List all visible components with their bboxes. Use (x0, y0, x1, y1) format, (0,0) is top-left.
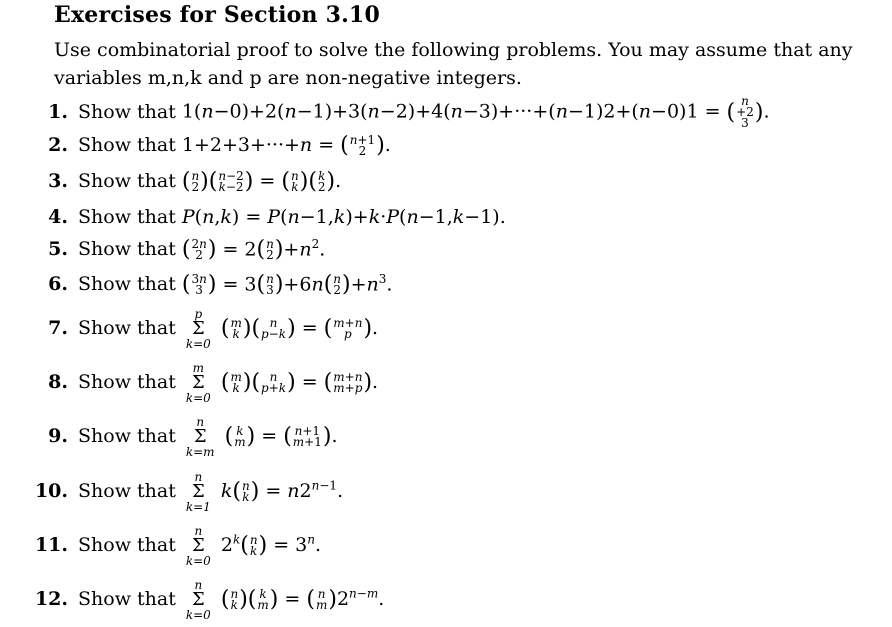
exercise-lead: Show that (78, 371, 176, 393)
exercise-expression: 1+2+3+···+n = ( n+1 2 ) . (181, 133, 391, 158)
exercise-5 (0, 237, 325, 261)
exercise-number: 4. (48, 206, 68, 228)
exercise-lead: Show that (78, 588, 176, 610)
exercise-number: 3. (48, 170, 68, 192)
exercise-expression: m Σ k=0 ( m k ) ( n p+k ) = ( m+n m+p ) . (185, 361, 379, 405)
exercise-lead: Show that (78, 100, 176, 123)
exercise-number: 12. (34, 588, 68, 610)
exercise-expression: ( n 2 ) ( n−2 k−2 ) = ( n k ) ( k 2 ) . (181, 169, 342, 194)
exercise-3 (0, 170, 341, 193)
exercise-expression: P(n,k) = P(n−1,k)+k·P(n−1,k−1). (181, 206, 506, 228)
intro-paragraph: Use combinatorial proof to solve the following problems. You may assume that any variables m,n,k and p are non-negative integers. (54, 39, 853, 89)
exercise-expression: n Σ k=m ( k m ) = ( n+1 m+1 ) . (185, 415, 338, 459)
exercise-7 (0, 308, 378, 350)
exercise-10 (0, 471, 343, 513)
section-title: Exercises for Section 3.10 (54, 2, 380, 28)
exercise-lead: Show that (78, 238, 176, 261)
exercise-expression: n Σ k=1 k ( n k ) = $n2^{n-1}$. (185, 470, 344, 514)
exercise-number: 10. (34, 480, 68, 502)
exercise-6 (0, 272, 392, 296)
exercise-lead: Show that (78, 480, 176, 502)
exercise-number: 6. (48, 273, 68, 296)
exercise-lead: Show that (78, 206, 176, 228)
exercise-number: 5. (48, 238, 68, 261)
exercise-9 (0, 416, 338, 458)
exercise-number: 7. (48, 317, 68, 339)
exercise-number: 8. (48, 371, 68, 393)
exercise-expression: n Σ k=0 2$^k$ ( n k ) = $3^n$. (185, 524, 322, 568)
exercise-lead: Show that (78, 317, 176, 339)
exercise-lead: Show that (78, 134, 176, 156)
exercise-lead: Show that (78, 273, 176, 296)
exercise-expression: ( 3n 3 ) = 3 ( n 3 ) +6n ( n 2 ) $+n^3$. (181, 272, 393, 298)
exercise-expression: n Σ k=0 ( n k ) ( k m ) = ( n m ) $2^{n-m}$. (185, 578, 385, 622)
exercise-lead: Show that (78, 534, 176, 556)
exercise-number: 11. (34, 534, 68, 556)
exercise-number: 2. (48, 134, 68, 156)
exercise-11 (0, 525, 321, 567)
exercise-lead: Show that (78, 170, 176, 192)
exercise-8 (0, 362, 378, 404)
exercise-expression: p Σ k=0 ( m k ) ( n p−k ) = ( m+n p ) . (185, 307, 379, 351)
exercise-1 (0, 96, 769, 129)
exercise-number: 1. (48, 100, 68, 123)
exercise-4 (0, 206, 506, 228)
exercise-expression: ( 2n 2 ) = 2 ( n 2 ) $+n^2$. (181, 237, 326, 263)
exercise-2 (0, 134, 391, 157)
exercise-expression: 1(n−0)+2(n−1)+3(n−2)+4(n−3)+···+(n−1)2+(n−0)1 = ( n +2 3 ) . (181, 94, 770, 130)
exercise-12 (0, 579, 384, 621)
exercise-number: 9. (48, 425, 68, 447)
exercise-lead: Show that (78, 425, 176, 447)
